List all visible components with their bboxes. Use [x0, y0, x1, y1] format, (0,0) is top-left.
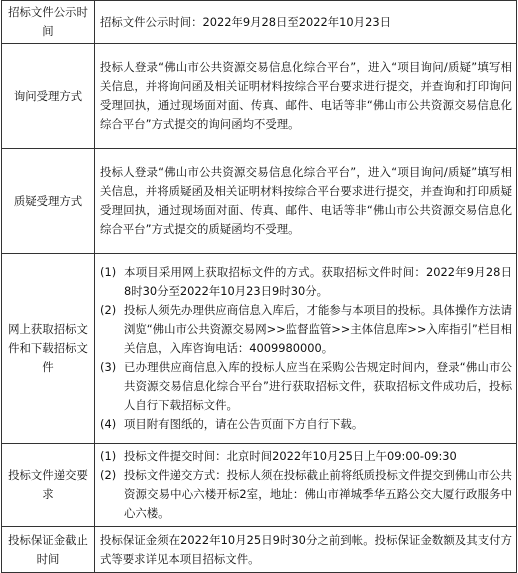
table-row — [2, 44, 517, 149]
row-label: 投标文件递交要求 — [2, 444, 95, 527]
row-content — [95, 254, 517, 444]
notice-table — [1, 0, 517, 573]
row-label: 网上获取招标文件和下载招标文件 — [2, 254, 95, 444]
list-item — [100, 415, 512, 434]
item-text: 投标人须先办理供应商信息入库后，才能参与本项目的投标。具体操作方法请浏览“佛山市公共资源交易网>>监督监管>>主体信息库>>入库指引”栏目相关信息，入库咨询电话：4009980000。 — [124, 303, 513, 355]
row-content: 招标文件公示时间：2022年9月28日至2022年10月23日 — [95, 1, 517, 44]
list-item — [100, 447, 512, 466]
item-number: (4) — [100, 417, 117, 431]
item-number: (1) — [100, 449, 117, 463]
table-row — [2, 1, 517, 44]
table-row — [2, 254, 517, 444]
list-item — [100, 263, 512, 301]
item-text: 投标文件递交方式：投标人须在投标截止前将纸质投标文件提交到佛山市公共资源交易中心六楼开标2室，地址：佛山市禅城季华五路公交大厦行政服务中心六楼。 — [124, 468, 512, 520]
item-text: 已办理供应商信息入库的投标人应当在采购公告规定时间内，登录“佛山市公共资源交易信息化综合平台”进行获取招标文件，获取招标文件成功后，投标人自行下载招标文件。 — [124, 360, 512, 412]
row-content: 投标人登录“佛山市公共资源交易信息化综合平台”，进入“项目询问/质疑”填写相关信息，并将询问函及相关证明材料按综合平台要求进行提交，并查询和打印询问受理回执，通过现场面对面、传真、邮件、电话等非“佛山市公共资源交易信息化综合平台”方式提交的询问函均不受理。 — [95, 44, 517, 149]
item-number: (2) — [100, 303, 117, 317]
row-content — [95, 444, 517, 527]
row-label: 质疑受理方式 — [2, 149, 95, 254]
row-content: 投标保证金须在2022年10月25日9时30分之前到帐。投标保证金数额及其支付方式等要求详见本项目招标文件。 — [95, 527, 517, 573]
item-text: 投标文件提交时间：北京时间2022年10月25日上午09:00-09:30 — [124, 449, 457, 463]
row-label: 投标保证金截止时间 — [2, 527, 95, 573]
list-item — [100, 466, 512, 523]
item-number: (3) — [100, 360, 117, 374]
row-label: 询问受理方式 — [2, 44, 95, 149]
list-item — [100, 301, 512, 358]
item-text: 项目附有图纸的，请在公告页面下方自行下载。 — [124, 417, 364, 431]
list-item — [100, 358, 512, 415]
item-text: 本项目采用网上获取招标文件的方式。获取招标文件时间：2022年9月28日8时30分至2022年10月23日9时30分。 — [124, 265, 512, 298]
row-content: 投标人登录“佛山市公共资源交易信息化综合平台”，进入“项目询问/质疑”填写相关信息，并将质疑函及相关证明材料按综合平台要求进行提交，并查询和打印质疑受理回执，通过现场面对面、传真、邮件、电话等非“佛山市公共资源交易信息化综合平台”方式提交的质疑函均不受理。 — [95, 149, 517, 254]
item-number: (1) — [100, 265, 117, 279]
table-row — [2, 149, 517, 254]
row-label: 招标文件公示时间 — [2, 1, 95, 44]
table-row — [2, 527, 517, 573]
item-number: (2) — [100, 468, 117, 482]
table-row — [2, 444, 517, 527]
